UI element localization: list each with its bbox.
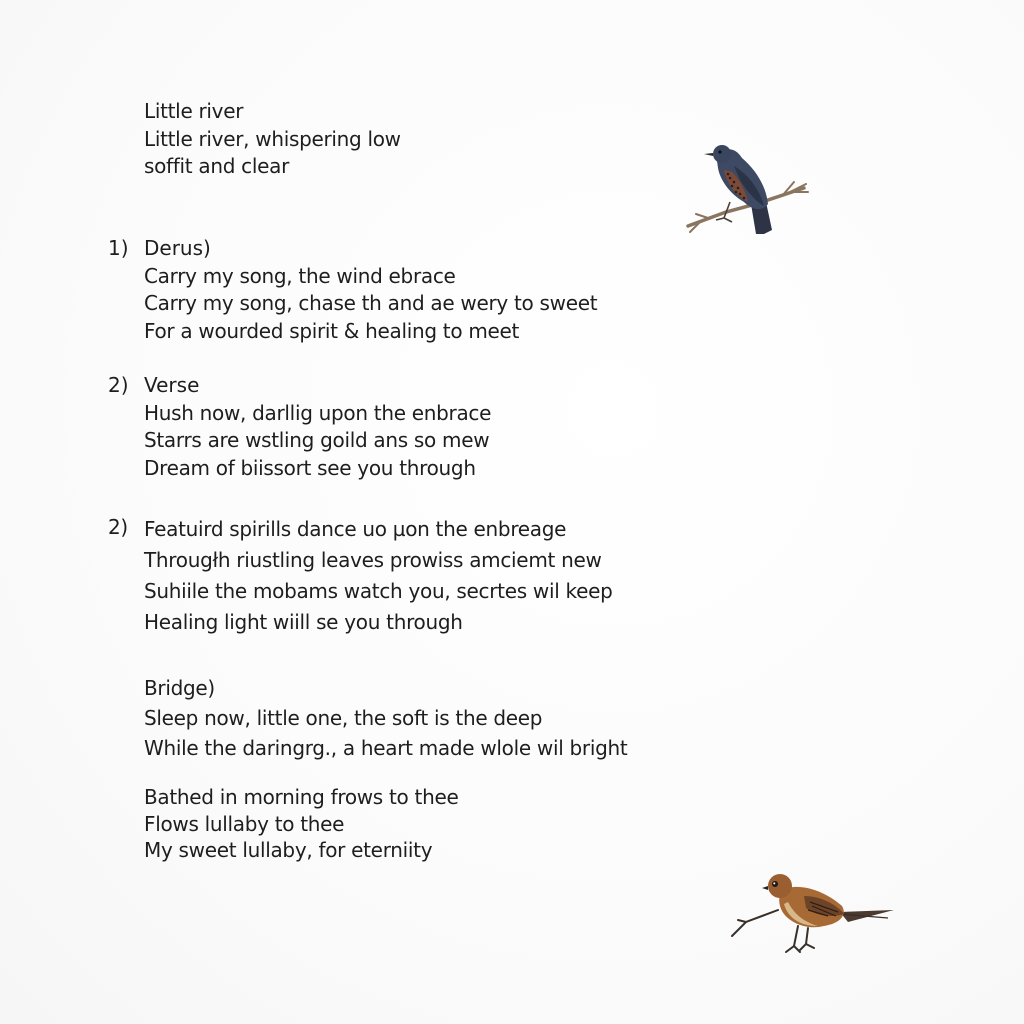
lyric-line: Flows lullaby to thee [144, 811, 345, 836]
lyric-line: Sleep now, little one, the soft is the deep [144, 706, 543, 730]
bridge-section [144, 673, 627, 763]
section-number: 2) [108, 515, 128, 539]
lyric-line: My sweet lullaby, for eterniity [144, 838, 433, 862]
lyric-line: Througłh riustling leaves prowiss amciemt new [144, 548, 602, 572]
lyric-line: Little river, whispering low [144, 126, 401, 151]
lyric-line: Healing light wiill se you through [144, 610, 463, 634]
section-title: Featuird spirills dance uo µon the enbreage [144, 517, 567, 541]
section-number: 1) [108, 236, 129, 260]
section-3 [108, 514, 613, 638]
section-2 [108, 372, 492, 482]
intro-stanza [144, 98, 401, 181]
lyric-line: Carry my song, chase th and ae wery to sweet [144, 291, 598, 315]
lyric-line: Little river [144, 99, 244, 123]
section-number: 2) [108, 373, 129, 397]
outro-stanza [144, 784, 458, 864]
thrush-illustration-icon [686, 140, 812, 238]
lyric-line: Bathed in morning frows to thee [144, 785, 459, 809]
section-heading [108, 372, 491, 400]
section-1 [108, 235, 598, 345]
sparrow-illustration-icon [728, 866, 898, 964]
lyric-line: Starrs are wstling goild ans so mew [144, 428, 490, 452]
lyric-line: For a wourded spirit & healing to meet [144, 318, 520, 343]
lyric-line: soffit and clear [144, 154, 290, 178]
lyric-line: Hush now, darllig upon the enbrace [144, 400, 492, 425]
section-heading [108, 514, 613, 545]
lyric-line: Suhiile the mobams watch you, secrtes wil keep [144, 579, 613, 603]
section-title: Verse [144, 373, 200, 397]
lyric-line: While the daringrg., a heart made wlole wil bright [144, 736, 628, 760]
lyric-line: Carry my song, the wind ebrace [144, 263, 456, 288]
section-title: Derus) [144, 236, 211, 260]
section-heading [108, 235, 597, 263]
lyric-line: Dream of biissort see you through [144, 455, 476, 480]
section-title: Bridge) [144, 676, 215, 700]
